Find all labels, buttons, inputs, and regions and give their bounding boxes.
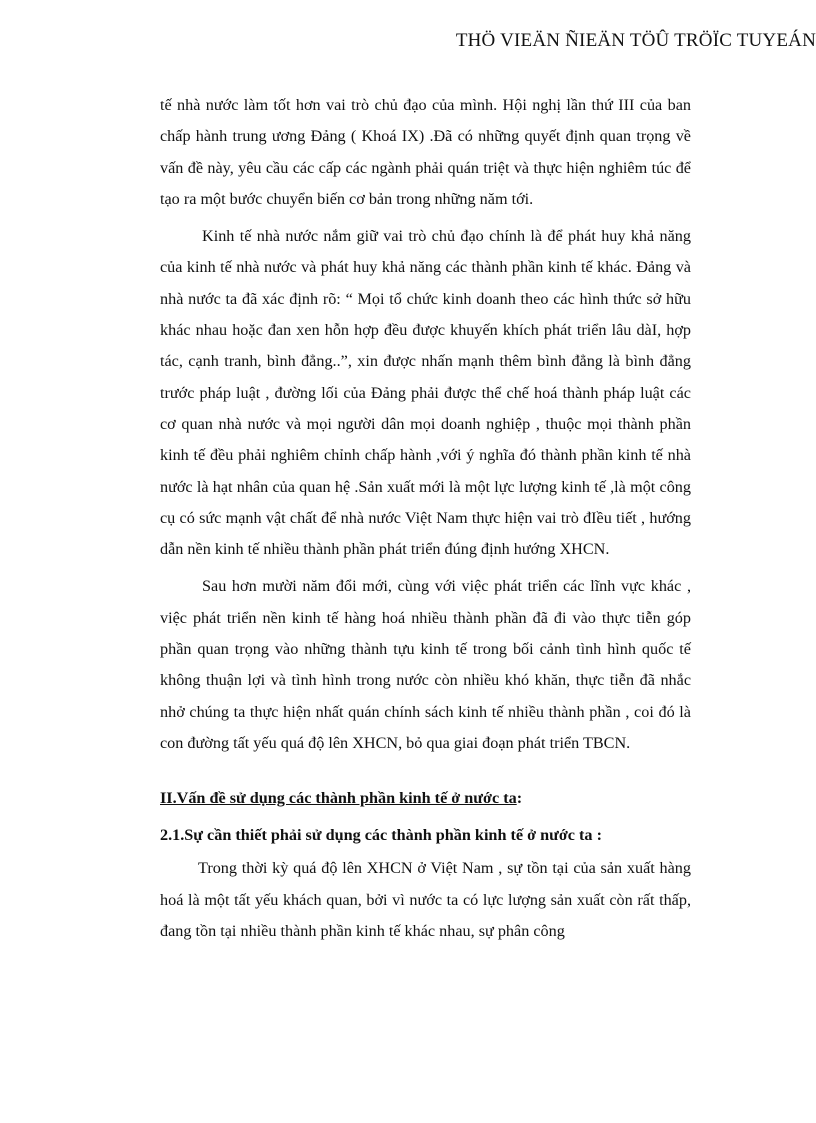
section-heading bbox=[160, 783, 691, 814]
site-title: THÖ VIEÄN ÑIEÄN TÖÛ TRÖÏC TUYEÁN bbox=[455, 30, 816, 51]
paragraph: Trong thời kỳ quá độ lên XHCN ở Việt Nam , sự tồn tại của sản xuất hàng hoá là một tất yếu khách quan, bởi vì nước ta có lực lượng sản xuất còn rất thấp, đang tồn tại nhiều thành phần kinh tế khác nhau, sự phân công bbox=[160, 859, 691, 940]
section-heading-text: II.Vấn đề sử dụng các thành phần kinh tế ở nước ta bbox=[160, 789, 517, 808]
paragraph: Sau hơn mười năm đổi mới, cùng với việc phát triển các lĩnh vực khác , việc phát triển nền kinh tế hàng hoá nhiều thành phần đã đi vào thực tiễn góp phần quan trọng vào những thành tựu kinh tế trong bối cảnh tình hình quốc tế không thuận lợi và tình hình trong nước còn nhiều khó khăn, thực tiễn đã nhắc nhở chúng ta thực hiện nhất quán chính sách kinh tế nhiều thành phần , coi đó là con đường tất yếu quá độ lên XHCN, bỏ qua giai đoạn phát triển TBCN. bbox=[160, 577, 691, 752]
paragraph: tế nhà nước làm tốt hơn vai trò chủ đạo của mình. Hội nghị lần thứ III của ban chấp hành trung ương Đảng ( Khoá IX) .Đã có những quyết định quan trọng về vấn đề này, yêu cầu các cấp các ngành phải quán triệt và thực hiện nghiêm túc để tạo ra một bước chuyển biến cơ bản trong những năm tới. bbox=[160, 96, 691, 208]
paragraph: Kinh tế nhà nước nắm giữ vai trò chủ đạo chính là để phát huy khả năng của kinh tế nhà nước và phát huy khả năng các thành phần kinh tế khác. Đảng và nhà nước ta đã xác định rõ: “ Mọi tổ chức kinh doanh theo các hình thức sở hữu khác nhau hoặc đan xen hỗn hợp đều được khuyến khích phát triển lâu dàI, hợp tác, cạnh tranh, bình đẳng..”, xin được nhấn mạnh thêm bình đẳng là bình đẳng trước pháp luật , đường lối của Đảng phải được thể chế hoá thành pháp luật các cơ quan nhà nước và mọi người dân mọi doanh nghiệp , thuộc mọi thành phần kinh tế đều phải nghiêm chỉnh chấp hành ,với ý nghĩa đó thành phần kinh tế nhà nước là hạt nhân của quan hệ .Sản xuất mới là một lực lượng kinh tế ,là một công cụ có sức mạnh vật chất để nhà nước Việt Nam thực hiện vai trò đIều tiết , hướng dẫn nền kinh tế nhiều thành phần phát triển đúng định hướng XHCN. bbox=[160, 227, 691, 559]
page-header bbox=[456, 30, 816, 52]
section-heading-colon: : bbox=[516, 789, 523, 808]
subsection-heading: 2.1.Sự cần thiết phải sử dụng các thành phần kinh tế ở nước ta : bbox=[160, 826, 602, 845]
document-body bbox=[160, 90, 691, 947]
